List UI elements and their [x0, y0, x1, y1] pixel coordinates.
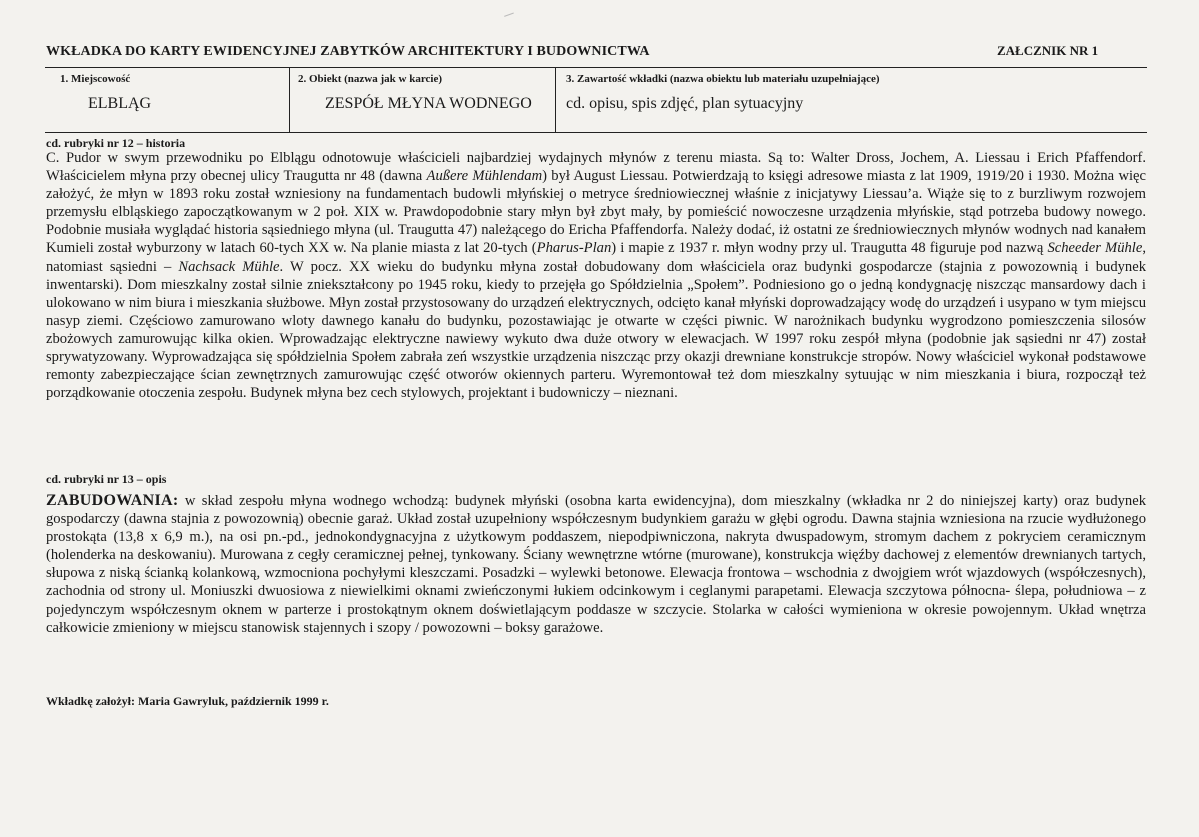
history-text-4: , natomiast sąsiedni –	[46, 240, 1146, 275]
locality-value: ELBLĄG	[88, 95, 152, 112]
object-label: 2. Obiekt (nazwa jak w karcie)	[298, 73, 443, 85]
description-lead: ZABUDOWANIA:	[46, 492, 179, 509]
annex-label: ZAŁCZNIK NR 1	[997, 43, 1099, 58]
top-rule	[45, 67, 1147, 68]
paper-mark	[504, 13, 516, 23]
history-text	[46, 149, 1146, 402]
box-divider-2	[555, 67, 556, 133]
contents-value: cd. opisu, spis zdjęć, plan sytuacyjny	[566, 95, 804, 112]
history-text-1: C. Pudor w swym przewodniku po Elblągu odnotowuje właścicieli najbardziej wydajnych młynów z terenu miasta. Są to: Walter Dross, Jochem, A. Liessau i Erich Pfaffendorf. Właścicielem młyna przy obecnej ulicy Traugutta nr 48 (dawna	[46, 150, 1146, 185]
history-text-2: ) był August Liessau. Potwierdzają to księgi adresowe miasta z lat 1909, 1919/20 i 1930. Można więc założyć, że młyn w 1893 roku został wzniesiony na fundamentach budowli młyńskiej o metryce średniowiecznej właśnie z inicjatywy Liessau’a. Wiąże się to z burzliwym rozwojem przemysłu elbląskiego zapoczątkowanym w 2 poł. XIX w. Prawdopodobnie stary młyn był zbyt mały, by pomieścić nowoczesne urządzenia młyńskie, stąd potrzeba budowy nowego. Podobnie musiała wyglądać historia sąsiedniego młyna (ul. Traugutta 47) należącego do Ericha Pfaffendorfa. Należy dodać, iż ostatni ze średniowiecznych młynów wodnych nad kanałem Kumieli został wyburzony w latach 60-tych XX w. Na planie miasta z lat 20-tych (	[46, 168, 1146, 257]
history-text-5: . W pocz. XX wieku do budynku młyna został dobudowany dom właściciela oraz budynki gospodarcze (stajnia z powozownią i budynek inwentarski). Dom mieszkalny został silnie zniekształcony po 1945 roku, kiedy to przejęła go Spółdzielnia „Społem”. Podniesiono go o jedną kondygnację niszcząc mansardowy dach i ulokowano w nim biura i mieszkania służbowe. Młyn został przystosowany do urządzeń elektrycznych, odcięto kanał młyński doprowadzający wodę do urządzeń i usypano w tym miejscu nasyp ziemi. Częściowo zamurowano wloty dawnego kanału do budynku, pozostawiając je otwarte w części piwnic. W narożnikach budynku wygrodzono pomieszczenia silosów zbożowych zamurowując kilka okien. Wprowadzając elektryczne nawiewy wykuto dwa duże otwory w elewacjach. W 1997 roku zespół młyna (podobnie jak sąsiedni nr 47) został sprywatyzowany. Wyprowadzająca się spółdzielnia Społem zabrała zeń wszystkie urządzenia niszcząc przy okazji drewniane konstrukcje stropów. Nowy właściciel wykonał podstawowe remonty zabezpieczające ścian zewnętrznych zamurowując część otworów okiennych parteru. Wyremontował też dom mieszkalny sytuując w nim mieszkania i biura, rozpoczął też porządkowanie otoczenia zespołu. Budynek młyna bez cech stylowych, projektant i budowniczy – nieznani.	[46, 258, 1146, 402]
document-title: WKŁADKA DO KARTY EWIDENCYJNEJ ZABYTKÓW ARCHITEKTURY I BUDOWNICTWA	[46, 44, 650, 59]
bottom-rule	[45, 132, 1147, 133]
locality-label: 1. Miejscowość	[60, 73, 131, 85]
object-value: ZESPÓŁ MŁYNA WODNEGO	[325, 95, 532, 112]
description-body: w skład zespołu młyna wodnego wchodzą: budynek młyński (osobna karta ewidencyjna), dom mieszkalny (wkładka nr 2 do niniejszej karty) oraz budynek gospodarczy (dawna stajnia z powozownią) obecnie garaż. Układ został uzupełniony współczesnym budynkiem garażu w głębi ogrodu. Dawna stajnia wzniesiona na rzucie wydłużonego prostokąta (13,8 x 6,9 m.), na osi pn.-pd., jednokondygnacyjna z użytkowym poddaszem, niepodpiwniczona, nakryta dwuspadowym, stromym dachem z pokryciem ceramicznym (holenderka na deskowaniu). Murowana z cegły ceramicznej pełnej, tynkowany. Ściany wewnętrzne wtórne (murowane), konstrukcja więźby dachowej z elementów drewnianych tartych, słupowa z niską ścianką kolankową, wzmocniona pochyłymi kleszczami. Posadzki – wylewki betonowe. Elewacja frontowa – wschodnia z dwojgiem wrót wjazdowych (współczesnych), zachodnia od strony ul. Moniuszki dwuosiowa z niewielkimi oknami zwieńczonymi łukiem odcinkowym i ceglanymi parapetami. Elewacja szczytowa północna- ślepa, południowa – z pojedynczym współczesnym oknem w parterze i prostokątnym oknem doświetlającym poddasze w szczycie. Stolarka w całości wymieniona w okresie powojennym. Układ wnętrza całkowicie zmieniony w miejscu stanowisk stajennych i szopy / powozowni – boksy garażowe.	[46, 493, 1146, 636]
footer-author: Wkładkę założył: Maria Gawryluk, październik 1999 r.	[46, 694, 329, 708]
history-italic-street: Außere Mühlendam	[426, 168, 543, 185]
description-text	[46, 492, 1146, 637]
box-divider-1	[289, 67, 290, 133]
history-italic-mill-2: Nachsack Mühle	[178, 258, 280, 275]
contents-label: 3. Zawartość wkładki (nazwa obiektu lub materiału uzupełniające)	[566, 73, 880, 85]
history-heading: cd. rubryki nr 12 – historia	[46, 136, 186, 150]
description-heading: cd. rubryki nr 13 – opis	[46, 472, 167, 486]
history-text-3: ) i mapie z 1937 r. młyn wodny przy ul. Traugutta 48 figuruje pod nazwą	[611, 240, 1048, 257]
history-italic-mill-1: Scheeder Mühle	[1047, 240, 1143, 257]
history-italic-plan: Pharus-Plan	[536, 240, 612, 257]
